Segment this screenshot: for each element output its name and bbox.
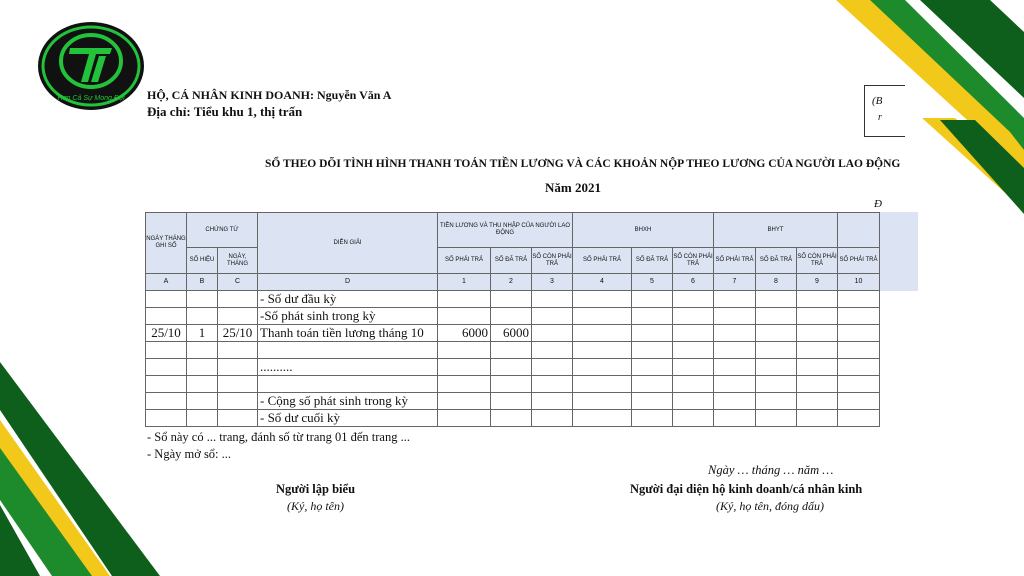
- cell-salary-payable: [438, 393, 491, 410]
- header-description: DIỄN GIẢI: [258, 213, 438, 274]
- code-cell: 6: [673, 274, 714, 291]
- table-row: [146, 325, 880, 342]
- cell-voucher-number: [187, 308, 218, 325]
- header-salary-payable: SỐ PHẢI TRẢ: [438, 248, 491, 274]
- code-cell: 5: [632, 274, 673, 291]
- cell-voucher-number: [187, 376, 218, 393]
- header-bhyt-payable: SỐ PHẢI TRẢ: [714, 248, 756, 274]
- header-bhxh-payable: SỐ PHẢI TRẢ: [573, 248, 632, 274]
- cell-salary-paid: [491, 410, 532, 427]
- cell-voucher-date: 25/10: [218, 325, 258, 342]
- header-voucher-date: NGÀY, THÁNG: [218, 248, 258, 274]
- cell-salary-paid: [491, 393, 532, 410]
- payroll-ledger-table: [145, 212, 880, 427]
- cell-voucher-number: [187, 291, 218, 308]
- cell-date: [146, 291, 187, 308]
- note-pages: - Sổ này có ... trang, đánh số từ trang 01 đến trang ...: [147, 430, 410, 444]
- cell-voucher-number: [187, 342, 218, 359]
- code-cell: 9: [797, 274, 838, 291]
- header-extra: [838, 213, 880, 248]
- form-code-box: [864, 85, 905, 137]
- table-row: [146, 376, 880, 393]
- cell-date: [146, 410, 187, 427]
- preparer-sign-note: (Ký, họ tên): [287, 499, 344, 513]
- unit-label-fragment: Đ: [874, 198, 882, 210]
- header-bhxh-remaining: SỐ CÒN PHẢI TRẢ: [673, 248, 714, 274]
- cell-date: [146, 308, 187, 325]
- note-open-date: - Ngày mở sổ: ...: [147, 447, 232, 461]
- cell-date: [146, 393, 187, 410]
- cell-salary-paid: 6000: [491, 325, 532, 342]
- cell-date: 25/10: [146, 325, 187, 342]
- owner-name: Nguyễn Văn A: [317, 88, 392, 102]
- cell-salary-paid: [491, 376, 532, 393]
- cell-description: - Số dư đầu kỳ: [258, 291, 438, 308]
- cell-description: -Số phát sinh trong kỳ: [258, 308, 438, 325]
- cell-voucher-date: [218, 410, 258, 427]
- form-box-line1: (B: [872, 95, 883, 107]
- preparer-title: Người lập biểu: [276, 482, 356, 496]
- cell-voucher-date: [218, 291, 258, 308]
- cell-voucher-date: [218, 376, 258, 393]
- code-cell: 4: [573, 274, 632, 291]
- address-label: Địa chỉ:: [147, 104, 191, 119]
- code-cell: 1: [438, 274, 491, 291]
- header-voucher: CHỨNG TỪ: [187, 213, 258, 248]
- code-cell: A: [146, 274, 187, 291]
- table-row: [146, 291, 880, 308]
- cell-voucher-number: [187, 410, 218, 427]
- cell-salary-payable: 6000: [438, 325, 491, 342]
- code-cell: 2: [491, 274, 532, 291]
- cell-salary-paid: [491, 291, 532, 308]
- table-row: [146, 342, 880, 359]
- table-row: [146, 410, 880, 427]
- signature-date-line: Ngày … tháng … năm …: [708, 463, 834, 477]
- table-overflow-panel: [880, 212, 918, 291]
- code-cell: C: [218, 274, 258, 291]
- header-bhxh: BHXH: [573, 213, 714, 248]
- cell-description: [258, 342, 438, 359]
- code-cell: 8: [756, 274, 797, 291]
- representative-sign-note: (Ký, họ tên, đóng dấu): [716, 499, 824, 513]
- code-cell: D: [258, 274, 438, 291]
- cell-salary-payable: [438, 308, 491, 325]
- header-bhyt: BHYT: [714, 213, 838, 248]
- cell-voucher-date: [218, 393, 258, 410]
- code-cell: 7: [714, 274, 756, 291]
- cell-voucher-date: [218, 359, 258, 376]
- cell-date: [146, 376, 187, 393]
- document-title: SỔ THEO DÕI TÌNH HÌNH THANH TOÁN TIỀN LƯƠNG VÀ CÁC KHOẢN NỘP THEO LƯƠNG CỦA NGƯỜI LAO ĐỘNG: [265, 158, 901, 170]
- cell-salary-payable: [438, 291, 491, 308]
- header-salary-remaining: SỐ CÒN PHẢI TRẢ: [532, 248, 573, 274]
- cell-salary-paid: [491, 342, 532, 359]
- cell-salary-paid: [491, 308, 532, 325]
- cell-description: - Cộng số phát sinh trong kỳ: [258, 393, 438, 410]
- cell-description: - Số dư cuối kỳ: [258, 410, 438, 427]
- document-year: Năm 2021: [545, 180, 601, 195]
- cell-description: ..........: [258, 359, 438, 376]
- representative-title: Người đại diện hộ kinh doanh/cá nhân kinh: [630, 482, 863, 496]
- company-logo: [36, 20, 146, 112]
- cell-voucher-number: 1: [187, 325, 218, 342]
- header-date: NGÀY THÁNG GHI SỔ: [146, 213, 187, 274]
- cell-salary-paid: [491, 359, 532, 376]
- cell-description: [258, 376, 438, 393]
- logo-slogan: Hơn Cả Sự Mong Đợi: [57, 95, 125, 102]
- cell-date: [146, 359, 187, 376]
- cell-voucher-date: [218, 308, 258, 325]
- form-box-line2: r: [878, 112, 882, 123]
- cell-salary-payable: [438, 376, 491, 393]
- code-cell: 3: [532, 274, 573, 291]
- header-bhxh-paid: SỐ ĐÃ TRẢ: [632, 248, 673, 274]
- header-bhyt-paid: SỐ ĐÃ TRẢ: [756, 248, 797, 274]
- cell-voucher-number: [187, 393, 218, 410]
- code-cell: B: [187, 274, 218, 291]
- cell-salary-payable: [438, 410, 491, 427]
- address-value: Tiểu khu 1, thị trấn: [193, 104, 303, 119]
- address-line: [147, 104, 302, 120]
- header-voucher-number: SỐ HIỆU: [187, 248, 218, 274]
- owner-label: HỘ, CÁ NHÂN KINH DOANH:: [147, 88, 314, 102]
- cell-salary-payable: [438, 342, 491, 359]
- header-salary-paid: SỐ ĐÃ TRẢ: [491, 248, 532, 274]
- header-extra-payable: SỐ PHẢI TRẢ: [838, 248, 880, 274]
- table-row: [146, 359, 880, 376]
- table-row: [146, 308, 880, 325]
- cell-voucher-date: [218, 342, 258, 359]
- cell-date: [146, 342, 187, 359]
- owner-line: [147, 88, 391, 103]
- table-row: [146, 393, 880, 410]
- cell-voucher-number: [187, 359, 218, 376]
- code-cell: 10: [838, 274, 880, 291]
- header-salary: TIỀN LƯƠNG VÀ THU NHẬP CỦA NGƯỜI LAO ĐỘNG: [438, 213, 573, 248]
- cell-salary-payable: [438, 359, 491, 376]
- column-code-row: [146, 274, 880, 291]
- header-bhyt-remaining: SỐ CÒN PHẢI TRẢ: [797, 248, 838, 274]
- cell-description: Thanh toán tiền lương tháng 10: [258, 325, 438, 342]
